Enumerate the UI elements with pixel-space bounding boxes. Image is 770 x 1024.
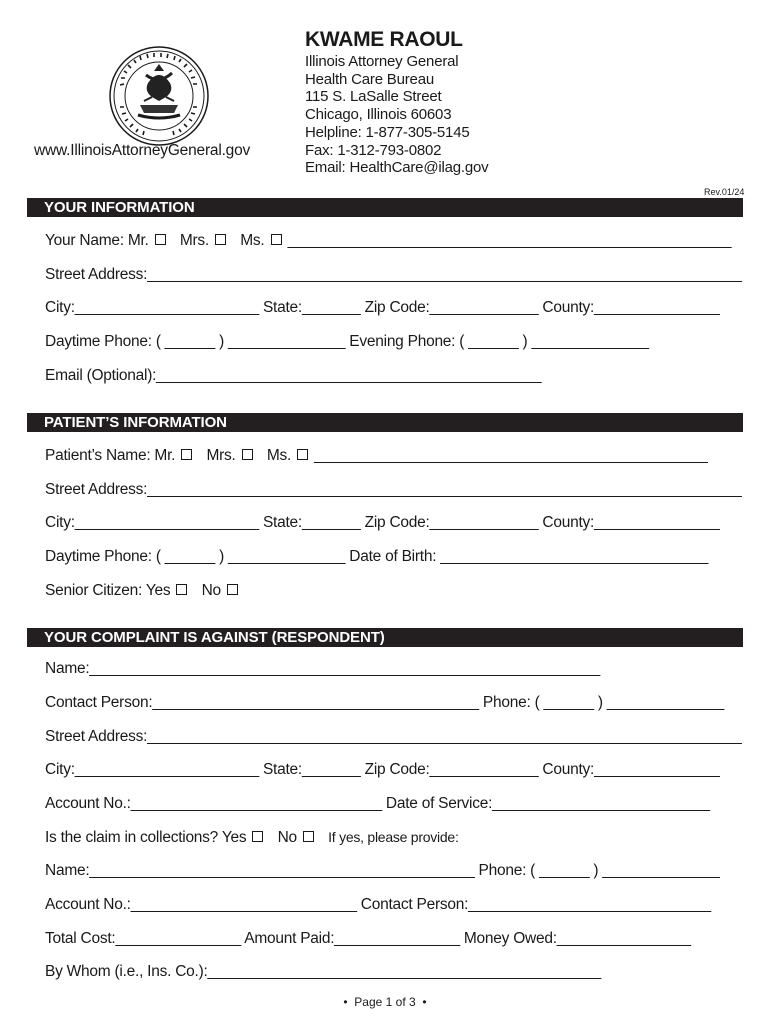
section-header-your-information: YOUR INFORMATION [27,198,743,217]
senior-yes-checkbox[interactable] [176,584,187,595]
your-name-label: Your Name: Mr. [45,232,149,249]
collections-label: Is the claim in collections? Yes [45,829,247,846]
collections-name-phone-fields[interactable]: Name:______________________________________________ Phone: ( ______ ) ______________ [45,862,720,879]
your-name-field[interactable]: _____________________________________________________ [287,232,732,249]
senior-citizen-label: Senior Citizen: Yes [45,582,171,599]
street-address-field[interactable]: Street Address:_______________________________________________________________________ [45,266,742,283]
page-number [0,995,770,1009]
city-state-zip-county-fields[interactable]: City:______________________ State:_______ Zip Code:_____________ County:_______________ [45,299,720,316]
by-whom-field[interactable]: By Whom (i.e., Ins. Co.):_______________________________________________ [45,963,601,980]
patient-ms-label: Ms. [266,447,292,464]
respondent-street-address-field[interactable]: Street Address:_______________________________________________________________________ [45,728,742,745]
cost-paid-owed-fields[interactable]: Total Cost:_______________ Amount Paid:_______________ Money Owed:________________ [45,930,691,947]
patient-name-row [45,447,708,465]
phone-fields[interactable]: Daytime Phone: ( ______ ) ______________ Evening Phone: ( ______ ) ______________ [45,333,649,350]
respondent-city-state-zip-county-fields[interactable]: City:______________________ State:_______ Zip Code:_____________ County:_______________ [45,761,720,778]
address-line: Chicago, Illinois 60603 [305,106,452,124]
ms-checkbox[interactable] [271,234,282,245]
collections-no-label: No [277,829,297,846]
patient-name-field[interactable]: _______________________________________________ [314,447,708,464]
mrs-label: Mrs. [179,232,209,249]
patient-mrs-checkbox[interactable] [242,449,253,460]
ms-label: Ms. [240,232,265,249]
fax-line: Fax: 1-312-793-0802 [305,141,442,159]
address-line: Illinois Attorney General [305,53,459,70]
respondent-name-field[interactable]: Name:_____________________________________________________________ [45,660,600,677]
helpline-line: Helpline: 1-877-305-5145 [305,123,470,141]
office-address-block [305,53,488,177]
collections-yes-checkbox[interactable] [252,831,263,842]
collections-row [45,829,459,847]
patient-city-state-zip-county-fields[interactable]: City:______________________ State:_______ Zip Code:_____________ County:_______________ [45,514,720,531]
patient-phone-dob-fields[interactable]: Daytime Phone: ( ______ ) ______________ Date of Birth: ________________________________ [45,548,709,565]
mr-checkbox[interactable] [155,234,166,245]
section-header-respondent: YOUR COMPLAINT IS AGAINST (RESPONDENT) [27,628,743,647]
patient-street-address-field[interactable]: Street Address:_______________________________________________________________________ [45,481,742,498]
senior-citizen-row [45,582,240,600]
bullet-icon: • [343,995,348,1009]
your-name-row [45,232,731,250]
bullet-icon: • [422,995,427,1009]
website-url: www.IllinoisAttorneyGeneral.gov [34,142,251,159]
patient-name-label: Patient’s Name: Mr. [45,447,176,464]
mrs-checkbox[interactable] [215,234,226,245]
address-line: Health Care Bureau [305,70,434,88]
patient-mrs-label: Mrs. [206,447,236,464]
attorney-general-name: KWAME RAOUL [305,28,463,51]
address-line: 115 S. LaSalle Street [305,88,442,106]
page-number-label: Page 1 of 3 [354,995,416,1009]
collections-no-checkbox[interactable] [303,831,314,842]
collections-account-contact-fields[interactable]: Account No.:___________________________ Contact Person:_____________________________ [45,896,711,913]
section-header-patient-information: PATIENT’S INFORMATION [27,413,743,432]
respondent-account-date-fields[interactable]: Account No.:______________________________ Date of Service:__________________________ [45,795,710,812]
email-line: Email: HealthCare@ilag.gov [305,159,489,177]
patient-mr-checkbox[interactable] [181,449,192,460]
senior-no-checkbox[interactable] [227,584,238,595]
respondent-contact-phone-fields[interactable]: Contact Person:_______________________________________ Phone: ( ______ ) ______________ [45,694,724,711]
illinois-state-seal-icon [108,45,210,147]
if-yes-label: If yes, please provide: [328,829,459,845]
email-field[interactable]: Email (Optional):______________________________________________ [45,367,542,384]
patient-ms-checkbox[interactable] [297,449,308,460]
revision-label: Rev.01/24 [704,187,745,197]
senior-no-label: No [201,582,221,599]
